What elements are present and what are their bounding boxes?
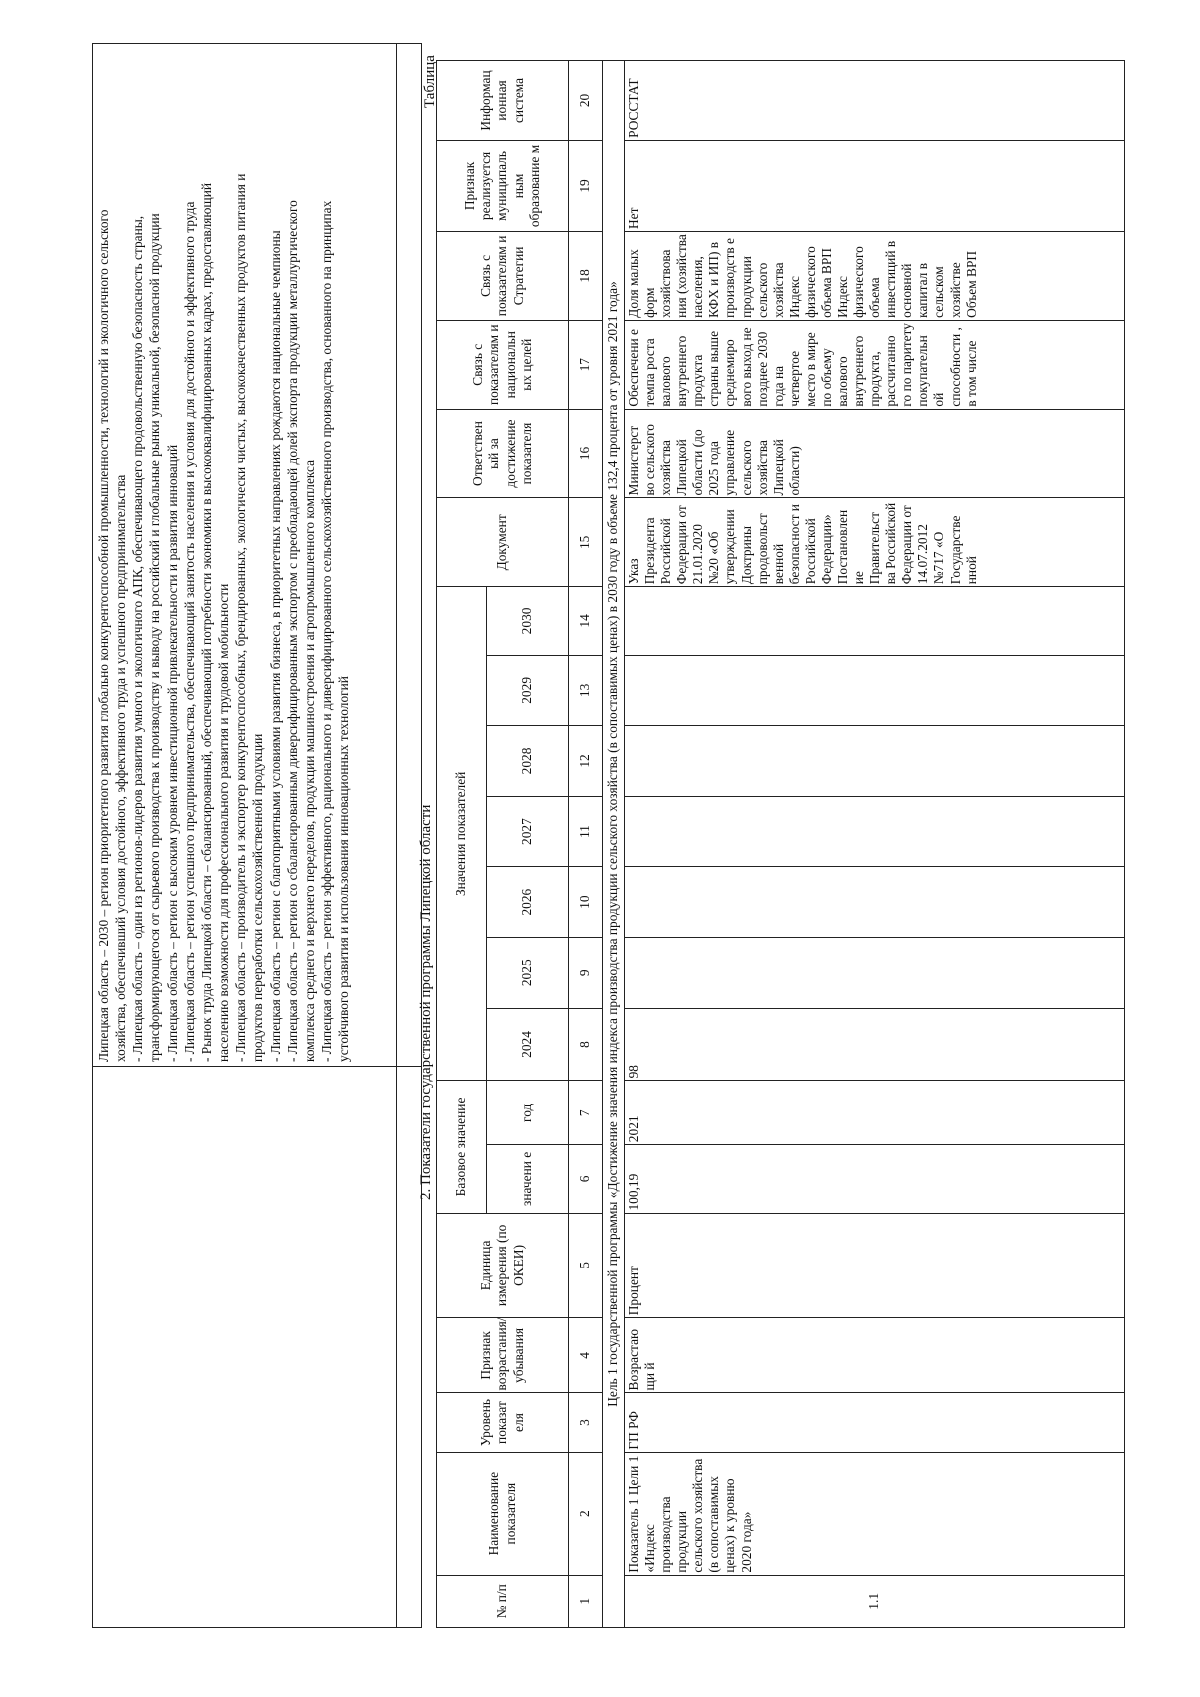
row-value-2024: 98 (625, 1008, 1125, 1081)
header-year: 2030 (487, 587, 569, 655)
header-base-year: год (487, 1081, 569, 1145)
row-value-2026 (625, 867, 1125, 938)
goal-line: - Рынок труда Липецкой области – сбалансированный, обеспечивающий потребности экономики в высококвалифицированных кадрах, предоставляющий (198, 182, 214, 1062)
col-number: 4 (569, 1318, 603, 1393)
goal-line: - Липецкая область – один из регионов-лидеров развития умного и экологичного АПК, обеспечивающего продовольственную безопасность страны, (130, 215, 146, 1062)
indicators-table (436, 60, 1125, 1628)
row-responsible: Министерст во сельского хозяйства Липецкой области (до 2025 года управление сельского хозяйства Липецкой области) (625, 409, 1125, 498)
header-year: 2028 (487, 726, 569, 797)
goal-line: - Липецкая область – регион со сбалансированным диверсифицированным экспортом с преобладающей долей экспорта продукции металлургического (284, 200, 300, 1062)
header-year: 2025 (487, 937, 569, 1008)
header-level: Уровень показат еля (437, 1393, 569, 1452)
goal-line: устойчивого развития и использования инновационных технологий (336, 676, 352, 1062)
row-value-2025 (625, 937, 1125, 1008)
col-number: 6 (569, 1145, 603, 1213)
row-value-2030 (625, 587, 1125, 655)
goal-line: - Липецкая область – производитель и экспортер конкурентоспособных, брендированных, экологически чистых, высококачественных продуктов питания и (233, 173, 249, 1062)
goal-line: комплекса среднего и верхнего переделов, продукции машиностроения и агропромышленного комплекса (301, 459, 317, 1062)
goal-row: Цель 1 государственной программы «Достижение значения индекса производства продукции сельского хозяйства (в сопоставимых ценах) в 2030 году в объеме 132,4 процента от уровня 2021 года» (603, 61, 625, 1628)
row-municipal: Нет (625, 140, 1125, 231)
col-number: 5 (569, 1213, 603, 1318)
header-year: 2026 (487, 867, 569, 938)
goal-line: трансформирующегося от сырьевого производства к производству и выводу на российский и глобальные рынки уникальной, безопасной продукции (147, 213, 163, 1062)
header-document: Документ (437, 498, 569, 587)
header-year: 2027 (487, 796, 569, 867)
col-number: 2 (569, 1452, 603, 1575)
header-year: 2029 (487, 655, 569, 726)
goal-line: - Липецкая область – регион успешного предпринимательства, обеспечивающий занятость населения и условия для достойного и эффективного труда (181, 201, 197, 1062)
goal-line: продуктов переработки сельскохозяйственной продукции (250, 733, 266, 1062)
row-unit: Процент (625, 1213, 1125, 1318)
goals-block (92, 43, 422, 1628)
row-value-2028 (625, 726, 1125, 797)
col-number: 17 (569, 320, 603, 409)
row-info-system: РОССТАТ (625, 61, 1125, 141)
col-number: 8 (569, 1008, 603, 1081)
row-national-goals: Обеспечени е темпа роста валового внутреннего продукта страны выше среднемиро вого выход не позднее 2030 года на четвертое место в мире по объему валового внутреннего продукта, рассчитанно го по паритету покупательн ой способности , в том числе (625, 320, 1125, 409)
col-number: 18 (569, 232, 603, 321)
row-value-2029 (625, 655, 1125, 726)
header-municipal: Признак реализуется муниципаль ным образование м (437, 140, 569, 231)
header-base-value: значени е (487, 1145, 569, 1213)
col-number: 15 (569, 498, 603, 587)
table-label: Таблица (422, 55, 438, 108)
row-base-value: 100,19 (625, 1145, 1125, 1213)
col-number: 11 (569, 796, 603, 867)
col-number: 3 (569, 1393, 603, 1452)
row-strategy-link: Доля малых форм хозяйствова ния (хозяйства населения, КФХ и ИП) в производств е продукции сельского хозяйства Индекс физического объема ВРП Индекс физического объема инвестиций в основной капитал в сельском хозяйстве Объем ВРП (625, 232, 1125, 321)
goal-line: - Липецкая область – регион с благоприятными условиями развития бизнеса, в приоритетных направлениях рождаются национальные чемпионы (267, 230, 283, 1062)
goal-line: Липецкая область – 2030 – регион приоритетного развития глобально конкурентоспособной промышленности, технологий и экологичного сельского (96, 209, 111, 1062)
col-number: 10 (569, 867, 603, 938)
header-info-system: Информац ионная система (437, 61, 569, 141)
col-number: 19 (569, 140, 603, 231)
header-base: Базовое значение (437, 1081, 487, 1213)
goal-line: - Липецкая область – регион эффективного, рационального и диверсифицированного сельскохозяйственного производства, основанного на принципах (319, 200, 335, 1062)
col-number: 13 (569, 655, 603, 726)
header-name: Наименование показателя (437, 1452, 569, 1575)
goal-line: хозяйства, обеспечивший условия достойного, эффективного труда и успешного предпринимательства (113, 474, 129, 1062)
header-trend: Признак возрастания/ убывания (437, 1318, 569, 1393)
col-number: 9 (569, 937, 603, 1008)
col-number: 12 (569, 726, 603, 797)
col-number: 16 (569, 409, 603, 498)
goals-text-cell (93, 44, 397, 1067)
row-level: ГП РФ (625, 1393, 1125, 1452)
header-national-goals: Связь с показателям и национальн ых целей (437, 320, 569, 409)
col-number: 7 (569, 1081, 603, 1145)
row-name: Показатель 1 Цели 1 «Индекс производства продукции сельского хозяйства (в сопоставимых ценах) к уровню 2020 года» (625, 1452, 1125, 1575)
row-base-year: 2021 (625, 1081, 1125, 1145)
header-num: № п/п (437, 1575, 569, 1627)
section-title: 2. Показатели государственной программы Липецкой области (418, 804, 434, 1200)
header-year: 2024 (487, 1008, 569, 1081)
goals-empty-cell (93, 1067, 397, 1628)
row-value-2027 (625, 796, 1125, 867)
header-strategy-link: Связь с показателям и Стратегии (437, 232, 569, 321)
row-num: 1.1 (625, 1575, 1125, 1627)
col-number: 1 (569, 1575, 603, 1627)
row-trend: Возрастающи й (625, 1318, 1125, 1393)
row-document: Указ Президента Российской Федерации от 21.01.2020 №20 «Об утверждении Доктрины продовольст венной безопасност и Российской Федерации» Постановлен ие Правительст ва Российской Федерации от 14.07.2012 №717 «О Государстве нной (625, 498, 1125, 587)
col-number: 14 (569, 587, 603, 655)
header-unit: Единица измерения (по ОКЕИ) (437, 1213, 569, 1318)
header-responsible: Ответствен ый за достижение показателя (437, 409, 569, 498)
goal-line: населению возможности для профессионального развития и трудовой мобильности (216, 583, 232, 1062)
col-number: 20 (569, 61, 603, 141)
goal-line: - Липецкая область – регион с высоким уровнем инвестиционной привлекательности и развития инноваций (164, 444, 180, 1062)
goals-table (92, 43, 422, 1628)
header-values: Значения показателей (437, 587, 487, 1081)
indicators-block (436, 60, 1170, 1628)
